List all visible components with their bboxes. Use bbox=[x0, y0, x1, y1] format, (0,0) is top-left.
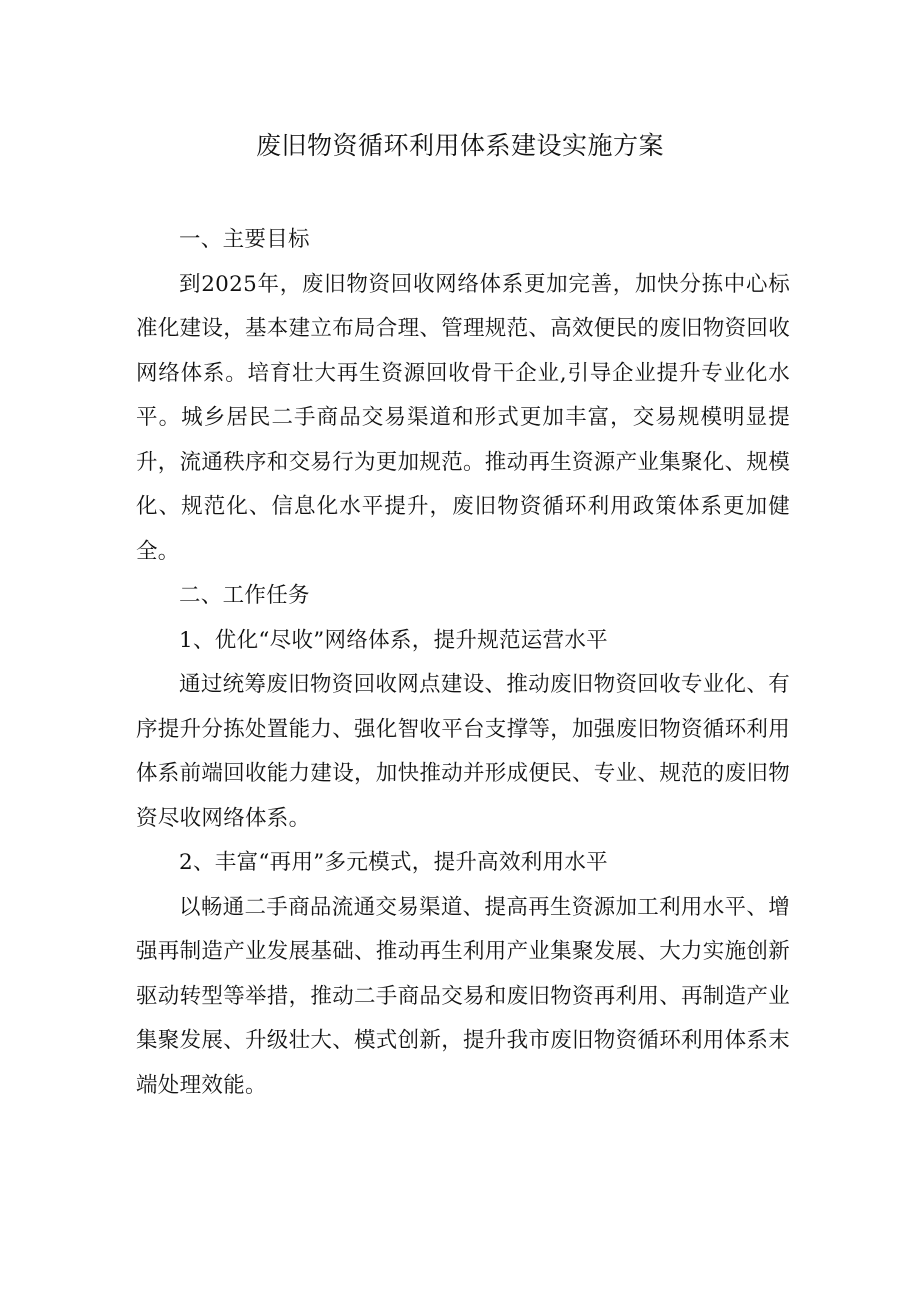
task-2-heading: 2、丰富“再用”多元模式，提升高效利用水平 bbox=[179, 850, 608, 875]
section-heading-work-tasks: 二、工作任务 bbox=[179, 583, 310, 608]
section-heading-main-goals: 一、主要目标 bbox=[179, 227, 310, 252]
document-title: 废旧物资循环利用体系建设实施方案 bbox=[255, 131, 664, 160]
task-2-paragraph: 以畅通二手商品流通交易渠道、提高再生资源加工利用水平、增强再制造产业发展基础、推动再生利用产业集聚发展、大力实施创新驱动转型等举措，推动二手商品交易和废旧物资再利用、再制造产业集聚发展、升级壮大、模式创新，提升我市废旧物资循环利用体系末端处理效能。 bbox=[136, 894, 791, 1098]
task-1-heading: 1、优化“尽收”网络体系，提升规范运营水平 bbox=[179, 627, 608, 653]
document-body bbox=[136, 218, 790, 1108]
main-goals-paragraph: 到2025年，废旧物资回收网络体系更加完善，加快分拣中心标准化建设，基本建立布局合理、管理规范、高效便民的废旧物资回收网络体系。培育壮大再生资源回收骨干企业,引导企业提升专业化水平。城乡居民二手商品交易渠道和形式更加丰富，交易规模明显提升，流通秩序和交易行为更加规范。推动再生资源产业集聚化、规模化、规范化、信息化水平提升，废旧物资循环利用政策体系更加健全。 bbox=[136, 271, 791, 564]
task-1-paragraph: 通过统筹废旧物资回收网点建设、推动废旧物资回收专业化、有序提升分拣处置能力、强化智收平台支撑等，加强废旧物资循环利用体系前端回收能力建设，加快推动并形成便民、专业、规范的废旧物资尽收网络体系。 bbox=[136, 672, 791, 831]
